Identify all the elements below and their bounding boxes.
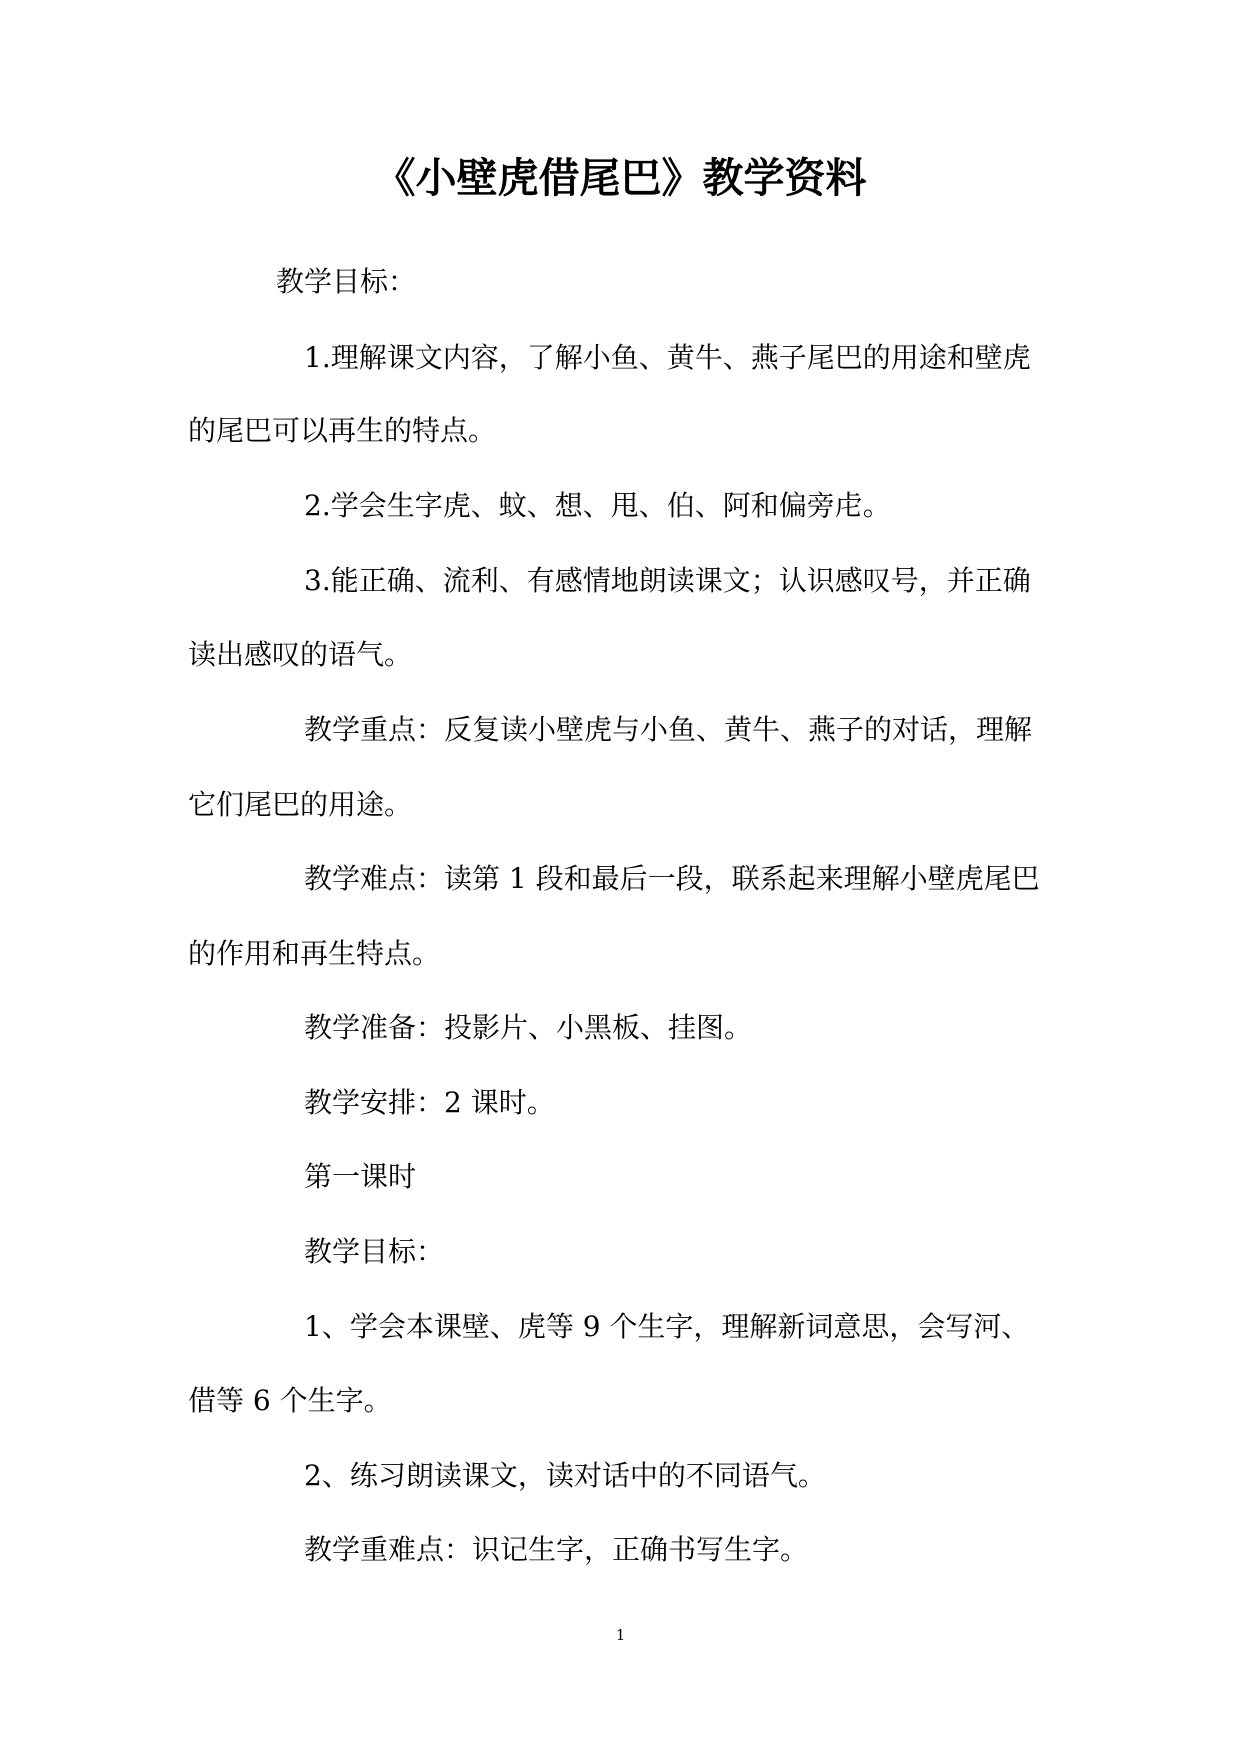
paragraph-line: 2.学会生字虎、蚊、想、甩、伯、阿和偏旁虍。 [304,489,891,522]
paragraph-line: 教学难点：读第 1 段和最后一段，联系起来理解小壁虎尾巴 [304,862,1040,895]
paragraph-line: 3.能正确、流利、有感情地朗读课文；认识感叹号，并正确 [304,564,1031,597]
paragraph-line: 1、学会本课壁、虎等 9 个生字，理解新词意思，会写河、 [304,1310,1030,1343]
paragraph-line: 它们尾巴的用途。 [188,788,413,821]
section-heading: 第一课时 [304,1160,417,1193]
paragraph-line: 教学目标： [276,265,417,298]
paragraph-line: 教学重难点：识记生字，正确书写生字。 [304,1533,809,1566]
paragraph-line: 的尾巴可以再生的特点。 [188,414,497,447]
paragraph-line: 教学安排：2 课时。 [304,1086,555,1119]
paragraph-line: 教学重点：反复读小壁虎与小鱼、黄牛、燕子的对话，理解 [304,713,1033,746]
document-title: 《小壁虎借尾巴》教学资料 [374,154,867,202]
paragraph-line: 2、练习朗读课文，读对话中的不同语气。 [304,1459,826,1492]
paragraph-line: 1.理解课文内容，了解小鱼、黄牛、燕子尾巴的用途和壁虎 [304,341,1031,374]
paragraph-line: 读出感叹的语气。 [188,638,413,671]
paragraph-line: 教学目标： [304,1235,445,1268]
paragraph-line: 借等 6 个生字。 [188,1384,392,1417]
page-number: 1 [615,1626,626,1644]
paragraph-line: 教学准备：投影片、小黑板、挂图。 [304,1011,753,1044]
paragraph-line: 的作用和再生特点。 [188,937,441,970]
